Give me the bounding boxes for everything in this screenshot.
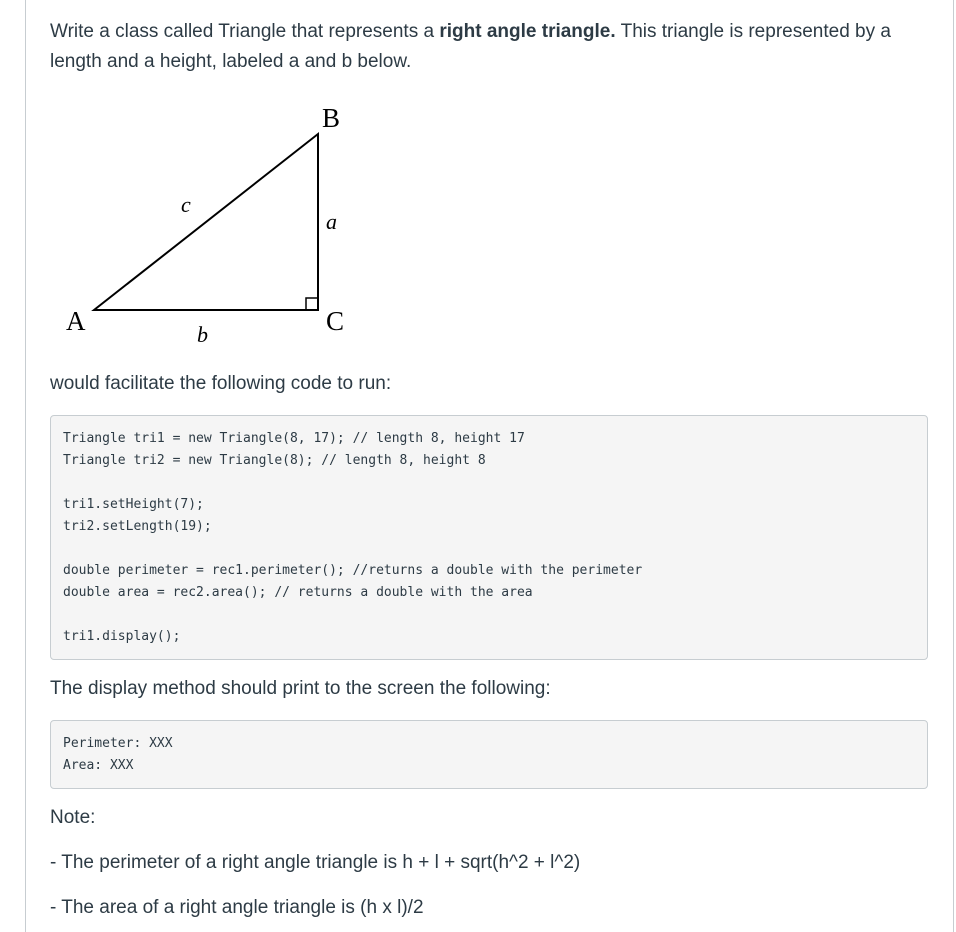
code-line: tri2.setLength(19); <box>63 519 212 534</box>
intro-bold-text: right angle triangle. <box>439 21 616 42</box>
code-line: Perimeter: XXX <box>63 736 173 751</box>
right-triangle-diagram <box>50 96 370 356</box>
lead-paragraph: would facilitate the following code to run: <box>50 373 392 394</box>
side-c-label: c <box>181 192 191 217</box>
vertex-b-label: B <box>322 103 341 133</box>
code-block-output <box>50 720 928 789</box>
code-line: Area: XXX <box>63 758 134 773</box>
vertex-c-label: C <box>326 306 345 336</box>
side-b-label: b <box>197 322 208 347</box>
display-lead-paragraph: The display method should print to the screen the following: <box>50 678 551 699</box>
code-line: tri1.setHeight(7); <box>63 497 204 512</box>
area-note: - The area of a right angle triangle is (h x l)/2 <box>50 897 424 918</box>
code-line <box>63 538 915 560</box>
perimeter-note: - The perimeter of a right angle triangle is h + l + sqrt(h^2 + l^2) <box>50 852 581 873</box>
code-line: Triangle tri1 = new Triangle(8, 17); // length 8, height 17 <box>63 431 525 446</box>
right-angle-marker <box>306 298 318 310</box>
vertex-a-label: A <box>66 306 86 336</box>
code-line <box>63 604 915 626</box>
code-line: tri1.display(); <box>63 629 181 644</box>
code-line: double perimeter = rec1.perimeter(); //returns a double with the perimeter <box>63 563 643 578</box>
intro-paragraph <box>50 17 920 77</box>
code-line: double area = rec2.area(); // returns a double with the area <box>63 585 533 600</box>
intro-text-start: Write a class called Triangle that represents a <box>50 21 440 42</box>
intro-text-end: This triangle is represented by a length and a height, labeled a and b below. <box>50 21 891 72</box>
page-content-panel <box>25 0 954 932</box>
triangle-shape <box>94 134 318 310</box>
code-block-example <box>50 415 928 660</box>
code-line: Triangle tri2 = new Triangle(8); // length 8, height 8 <box>63 453 486 468</box>
code-line <box>63 472 915 494</box>
note-label: Note: <box>50 807 96 828</box>
side-a-label: a <box>326 209 337 234</box>
